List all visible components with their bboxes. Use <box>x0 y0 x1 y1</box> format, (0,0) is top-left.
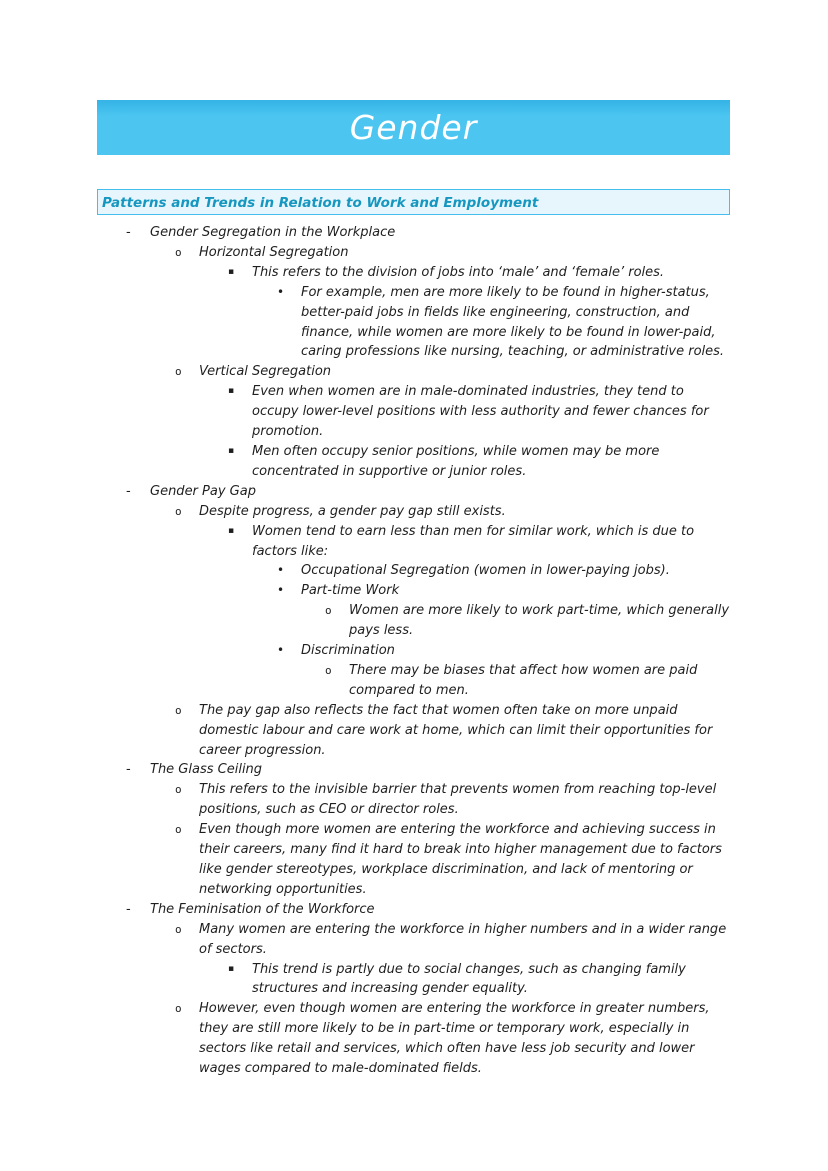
list-item <box>97 661 730 701</box>
bullet-marker: - <box>126 483 131 499</box>
list-item-text: Part-time Work <box>301 583 400 599</box>
list-item-text: Despite progress, a gender pay gap still exists. <box>199 503 506 519</box>
outline-list <box>97 223 730 1079</box>
bullet-marker: • <box>277 643 285 658</box>
list-item <box>97 283 730 363</box>
list-item <box>97 960 730 1000</box>
list-item <box>97 561 730 581</box>
list-item <box>97 999 730 1079</box>
list-item <box>97 701 730 761</box>
list-item-text: This trend is partly due to social changes, such as changing family structures and increasing gender equality. <box>252 961 686 997</box>
list-item <box>97 780 730 820</box>
bullet-marker: o <box>325 663 332 677</box>
list-item-text: Gender Segregation in the Workplace <box>150 225 396 240</box>
list-item-text: Occupational Segregation (women in lower-paying jobs). <box>301 563 670 579</box>
list-item-text: For example, men are more likely to be found in higher-status, better-paid jobs in fields like engineering, construction, and finance, while women are more likely to be found in lower-paid, caring professions like nursing, teaching, or administrative roles. <box>301 284 725 360</box>
bullet-marker: o <box>325 604 332 618</box>
bullet-marker: ▪ <box>228 525 235 536</box>
bullet-marker: o <box>175 245 182 259</box>
section-header-label: Patterns and Trends in Relation to Work and Employment <box>102 195 539 211</box>
list-item-text: The Feminisation of the Workforce <box>150 901 375 917</box>
list-item-text: The Glass Ceiling <box>150 762 263 778</box>
bullet-marker: o <box>175 783 182 797</box>
bullet-marker: - <box>126 762 131 778</box>
bullet-marker: o <box>175 1002 182 1016</box>
bullet-marker: o <box>175 365 182 379</box>
list-item <box>97 920 730 960</box>
list-item-text: Horizontal Segregation <box>199 244 349 260</box>
list-item-text: Gender Pay Gap <box>150 483 256 499</box>
bullet-marker: o <box>175 922 182 936</box>
bullet-marker: • <box>277 583 285 598</box>
list-item-text: Women are more likely to work part-time, which generally pays less. <box>349 603 730 639</box>
list-item <box>97 382 730 442</box>
list-item <box>97 442 730 482</box>
list-item <box>97 522 730 562</box>
title-banner <box>97 100 730 155</box>
bullet-marker: - <box>126 225 131 240</box>
bullet-marker: ▪ <box>228 963 235 974</box>
list-item <box>97 482 730 502</box>
list-item <box>97 581 730 601</box>
list-item <box>97 243 730 263</box>
list-item <box>97 641 730 661</box>
list-item-text: This refers to the invisible barrier that prevents women from reaching top-level positions, such as CEO or director roles. <box>199 782 717 818</box>
list-item-text: Even though more women are entering the workforce and achieving success in their careers, many find it hard to break into higher management due to factors like gender stereotypes, workplace discrimination, and lack of mentoring or networking opportunities. <box>199 822 722 897</box>
list-item-text: Men often occupy senior positions, while women may be more concentrated in supportive or junior roles. <box>252 443 660 479</box>
list-item <box>97 223 730 243</box>
bullet-marker: • <box>277 284 285 299</box>
list-item-text: Women tend to earn less than men for similar work, which is due to factors like: <box>252 523 695 559</box>
list-item-text: Many women are entering the workforce in higher numbers and in a wider range of sectors. <box>199 921 727 957</box>
bullet-marker: ▪ <box>228 266 235 277</box>
list-item <box>97 502 730 522</box>
list-item <box>97 760 730 780</box>
bullet-marker: o <box>175 703 182 717</box>
list-item <box>97 601 730 641</box>
list-item-text: However, even though women are entering the workforce in greater numbers, they are still more likely to be in part-time or temporary work, especially in sectors like retail and services, which often have less job security and lower wages compared to male-dominated fields. <box>199 1001 710 1077</box>
bullet-marker: • <box>277 563 285 578</box>
bullet-marker: ▪ <box>228 445 235 456</box>
list-item-text: Discrimination <box>301 643 395 659</box>
list-item <box>97 263 730 283</box>
list-item-text: The pay gap also reflects the fact that women often take on more unpaid domestic labour and care work at home, which can limit their opportunities for career progression. <box>199 702 713 758</box>
bullet-marker: o <box>175 823 182 837</box>
bullet-marker: o <box>175 504 182 518</box>
list-item <box>97 362 730 382</box>
list-item-text: Even when women are in male-dominated industries, they tend to occupy lower-level positions with less authority and fewer chances for promotion. <box>252 384 709 440</box>
section-header <box>97 189 730 215</box>
list-item <box>97 820 730 900</box>
bullet-marker: - <box>126 901 131 917</box>
list-item <box>97 900 730 920</box>
bullet-marker: ▪ <box>228 386 235 397</box>
list-item-text: Vertical Segregation <box>199 364 332 380</box>
document-title: Gender <box>349 108 478 147</box>
list-item-text: There may be biases that affect how women are paid compared to men. <box>349 662 698 698</box>
list-item-text: This refers to the division of jobs into ‘male’ and ‘female’ roles. <box>252 264 665 280</box>
